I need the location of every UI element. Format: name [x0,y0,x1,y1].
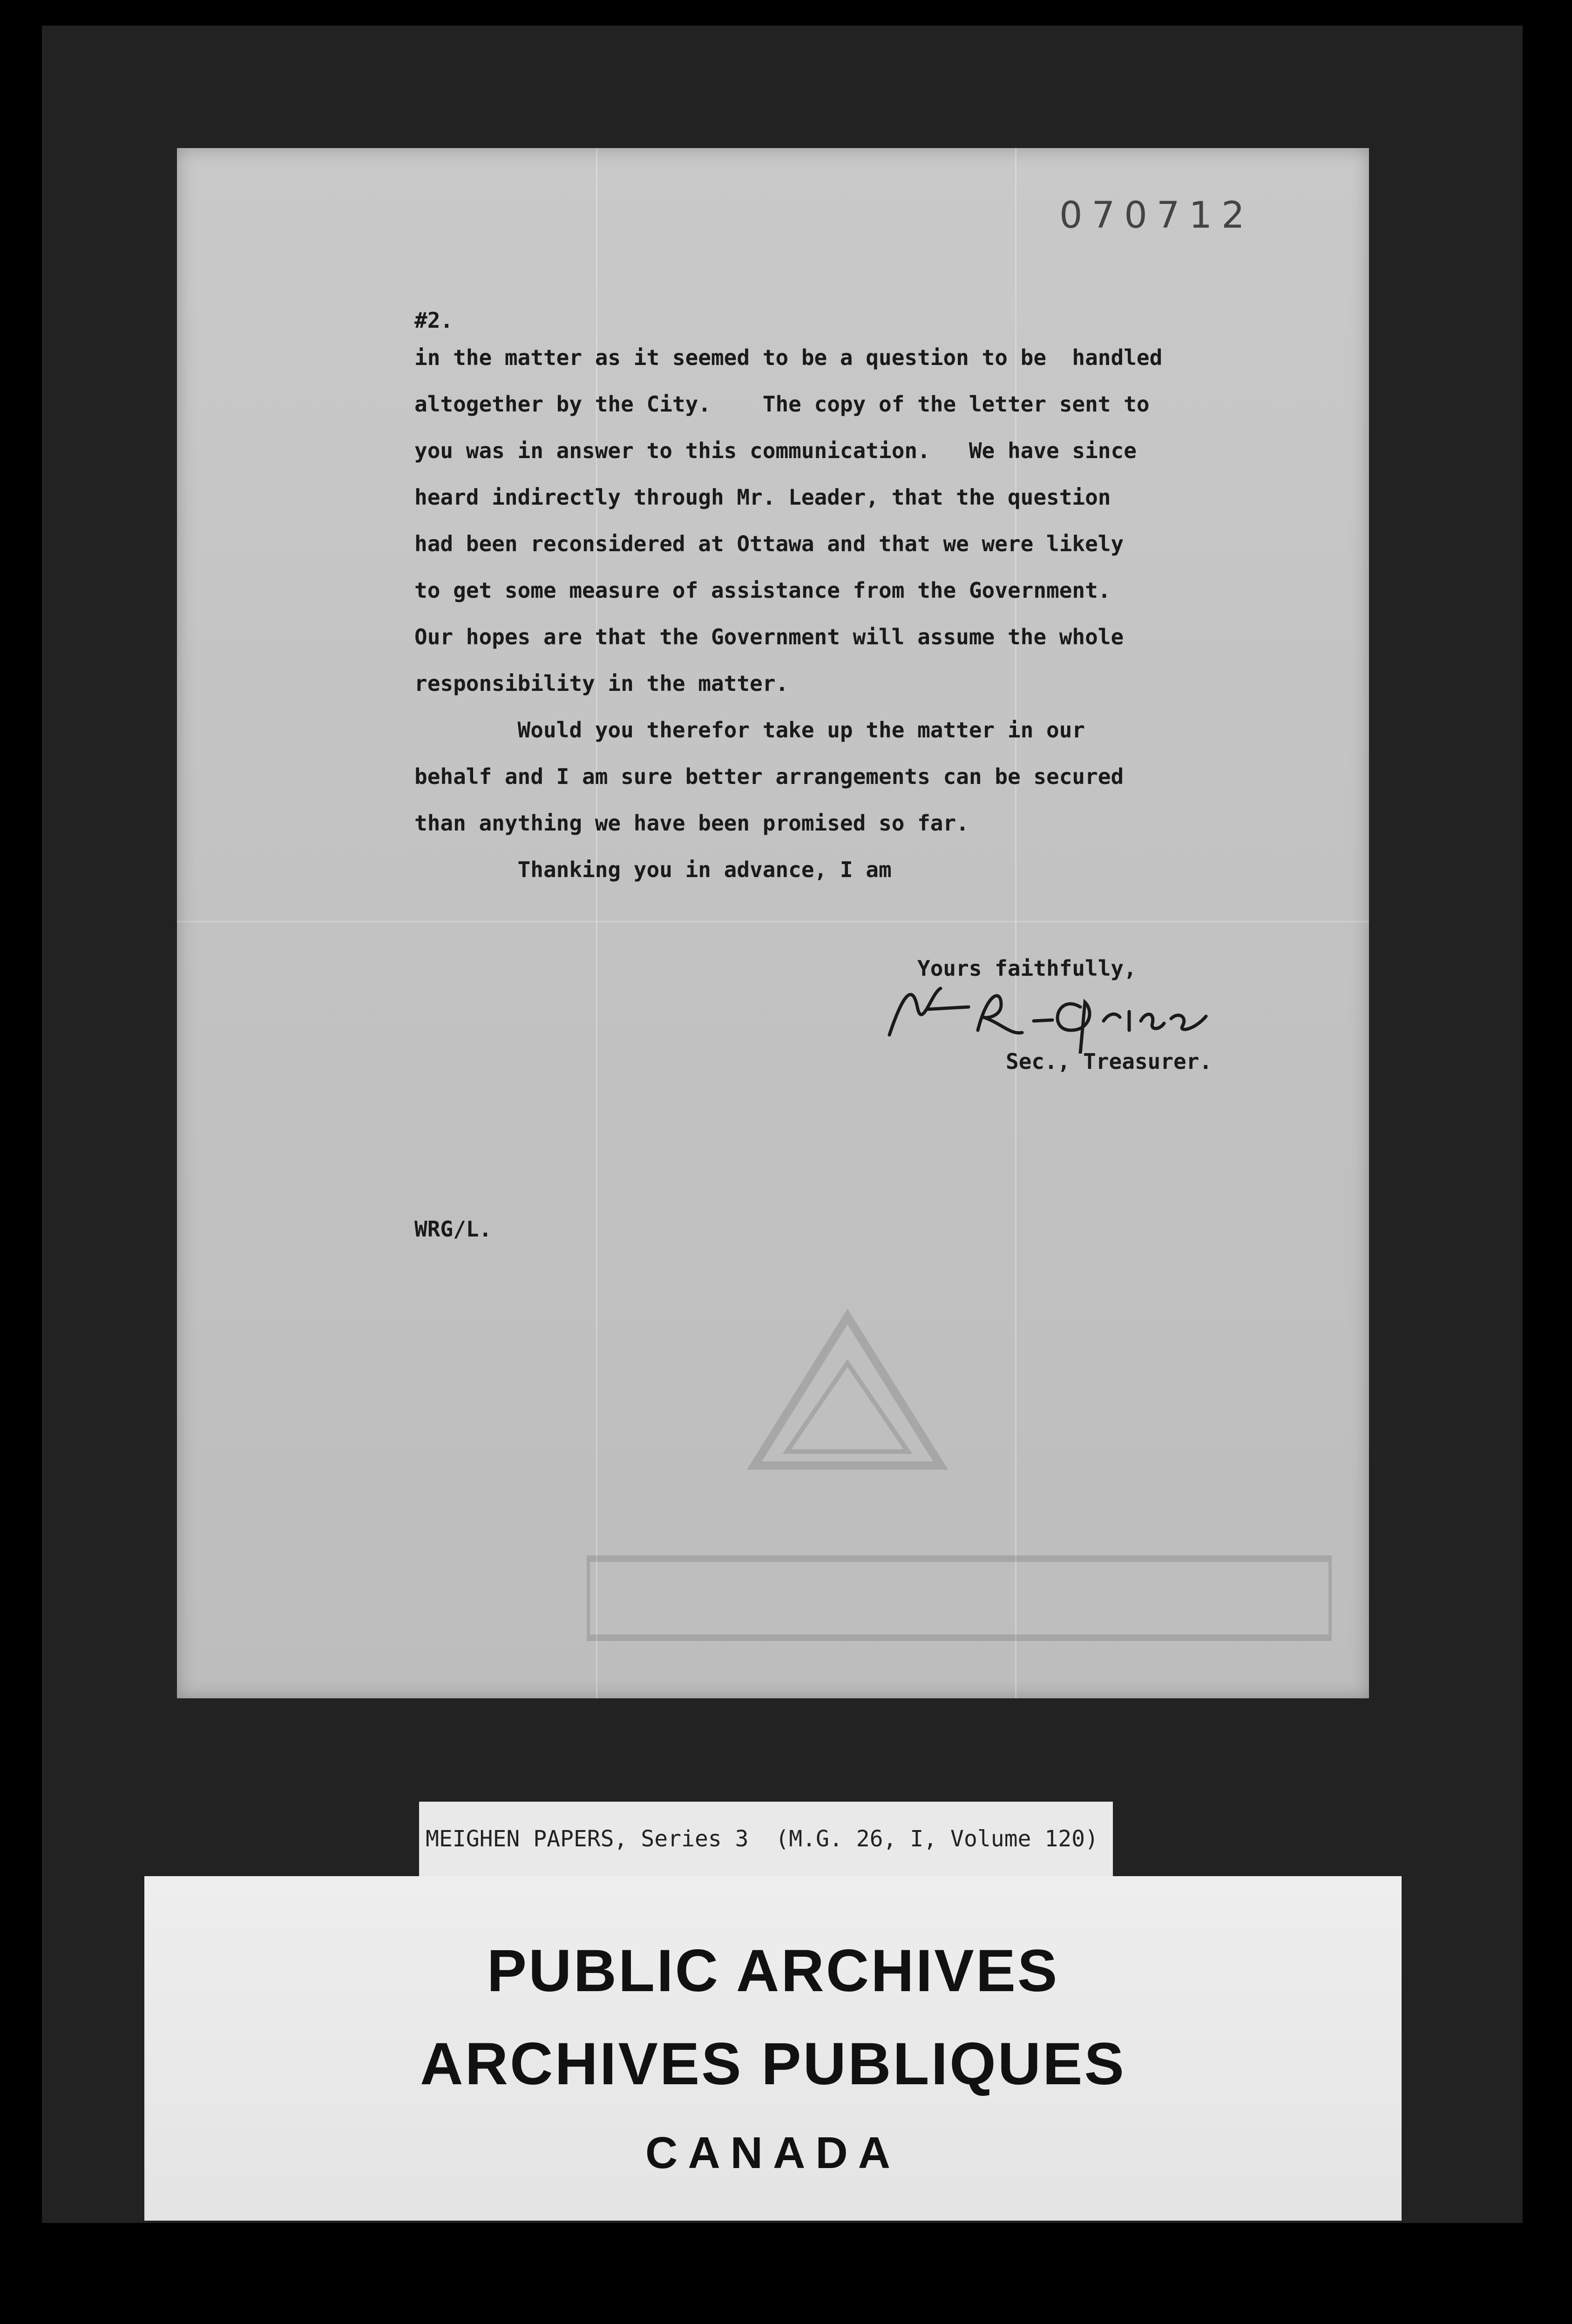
handwritten-signature [861,965,1225,1054]
archives-title-en: PUBLIC ARCHIVES [487,1938,1059,2004]
series-label: MEIGHEN PAPERS, Series 3 (M.G. 26, I, Volume 120) [419,1802,1113,1876]
fold-line [177,921,1369,922]
body-line: you was in answer to this communication. We have since [414,438,1137,463]
body-line: altogether by the City. The copy of the letter sent to [414,392,1150,417]
body-line: than anything we have been promised so far. [414,811,969,836]
body-line: Would you therefor take up the matter in our [414,717,1085,743]
closing-salutation: Yours faithfully, [917,956,1137,981]
paper-watermark [587,1298,1332,1670]
archives-title-fr: ARCHIVES PUBLIQUES [420,2031,1126,2097]
body-line: in the matter as it seemed to be a question to be handled [414,345,1163,370]
body-line: Our hopes are that the Government will assume the whole [414,624,1124,649]
signer-title: Sec., Treasurer. [1006,1049,1213,1074]
archives-country: CANADA [645,2128,901,2178]
body-line: behalf and I am sure better arrangements can be secured [414,764,1124,789]
page-marker: #2. [414,308,454,333]
body-line: to get some measure of assistance from the Government. [414,578,1111,603]
body-line: Thanking you in advance, I am [414,857,892,882]
archives-card [144,1876,1402,2221]
document-number: 070712 [1059,195,1254,236]
body-line: responsibility in the matter. [414,671,789,696]
body-line: heard indirectly through Mr. Leader, that the question [414,485,1111,510]
body-line: had been reconsidered at Ottawa and that we were likely [414,531,1124,556]
typist-initials: WRG/L. [414,1216,492,1242]
letter-body [414,308,1299,893]
letter-page [177,148,1369,1698]
